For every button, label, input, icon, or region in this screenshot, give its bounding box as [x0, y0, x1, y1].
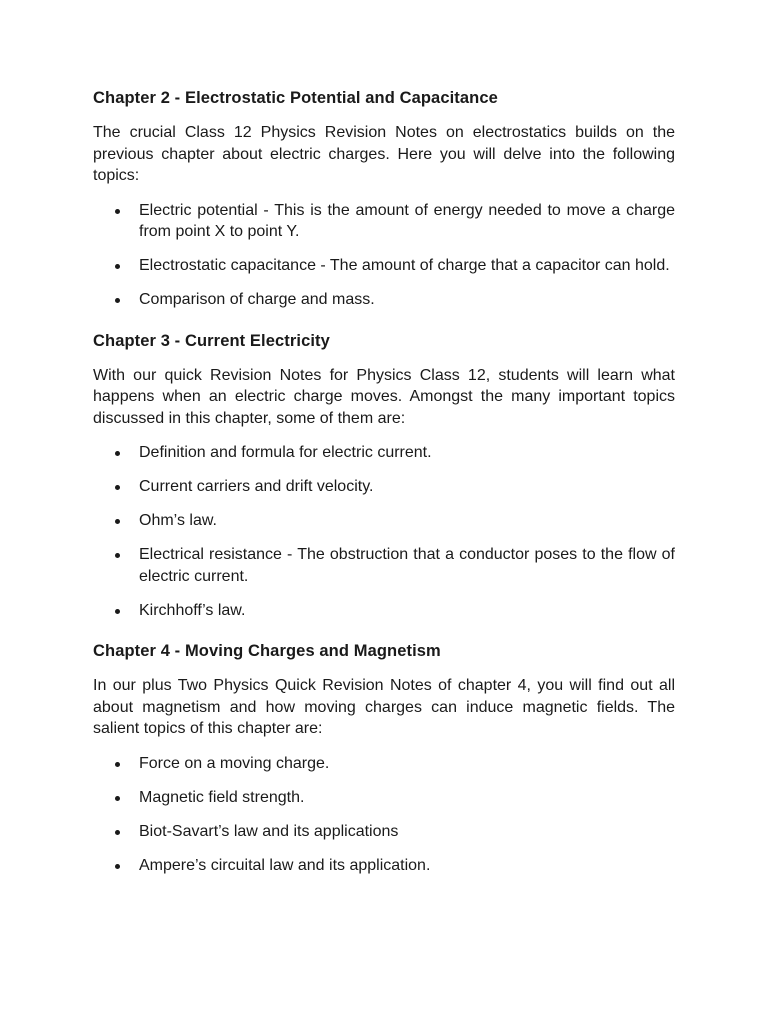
list-item [93, 600, 675, 622]
list-item-text: Magnetic field strength. [139, 788, 305, 806]
list-item-text: Comparison of charge and mass. [139, 291, 375, 308]
section-chapter-4 [93, 639, 675, 876]
bullet-icon [115, 830, 120, 835]
bullet-icon [115, 451, 120, 456]
list-item-text: Electric potential - This is the amount of energy needed to move a charge from point X to point Y. [139, 201, 675, 240]
section-heading: Chapter 4 - Moving Charges and Magnetism [93, 642, 441, 660]
list-item [93, 442, 675, 464]
bullet-icon [115, 209, 120, 214]
list-item [93, 476, 675, 498]
list-item-text: Electrical resistance - The obstruction that a conductor poses to the flow of electric current. [139, 546, 675, 585]
list-item [93, 544, 675, 587]
list-item [93, 753, 675, 775]
list-item-text: Current carriers and drift velocity. [139, 478, 374, 495]
list-item [93, 821, 675, 843]
bullet-icon [115, 864, 120, 869]
list-item-text: Biot-Savart’s law and its applications [139, 822, 399, 840]
bullet-list [93, 442, 675, 621]
list-item [93, 255, 675, 277]
section-heading: Chapter 3 - Current Electricity [93, 331, 330, 350]
section-heading: Chapter 2 - Electrostatic Potential and Capacitance [93, 89, 498, 107]
bullet-icon [115, 796, 120, 801]
bullet-icon [115, 485, 120, 490]
bullet-list [93, 753, 675, 877]
list-item-text: Definition and formula for electric current. [139, 444, 432, 461]
bullet-icon [115, 553, 120, 558]
section-intro: In our plus Two Physics Quick Revision Notes of chapter 4, you will find out all about magnetism and how moving charges can induce magnetic fields. The salient topics of this chapter are: [93, 677, 675, 737]
list-item-text: Ohm’s law. [139, 512, 217, 529]
list-item-text: Kirchhoff’s law. [139, 601, 246, 619]
section-chapter-3 [93, 329, 675, 622]
list-item [93, 855, 675, 877]
list-item [93, 787, 675, 809]
bullet-icon [115, 609, 120, 614]
list-item-text: Force on a moving charge. [139, 754, 330, 772]
list-item-text: Electrostatic capacitance - The amount of charge that a capacitor can hold. [139, 257, 670, 274]
list-item [93, 510, 675, 532]
section-intro: With our quick Revision Notes for Physics Class 12, students will learn what happens when an electric charge moves. Amongst the many important topics discussed in this chapter, some of them are: [93, 366, 675, 427]
bullet-list [93, 200, 675, 311]
bullet-icon [115, 264, 120, 269]
list-item [93, 289, 675, 311]
document-page [93, 86, 675, 894]
bullet-icon [115, 519, 120, 524]
bullet-icon [115, 298, 120, 303]
bullet-icon [115, 762, 120, 767]
list-item [93, 200, 675, 243]
list-item-text: Ampere’s circuital law and its application. [139, 856, 431, 874]
section-intro: The crucial Class 12 Physics Revision Notes on electrostatics builds on the previous chapter about electric charges. Here you will delve into the following topics: [93, 124, 675, 184]
section-chapter-2 [93, 86, 675, 311]
